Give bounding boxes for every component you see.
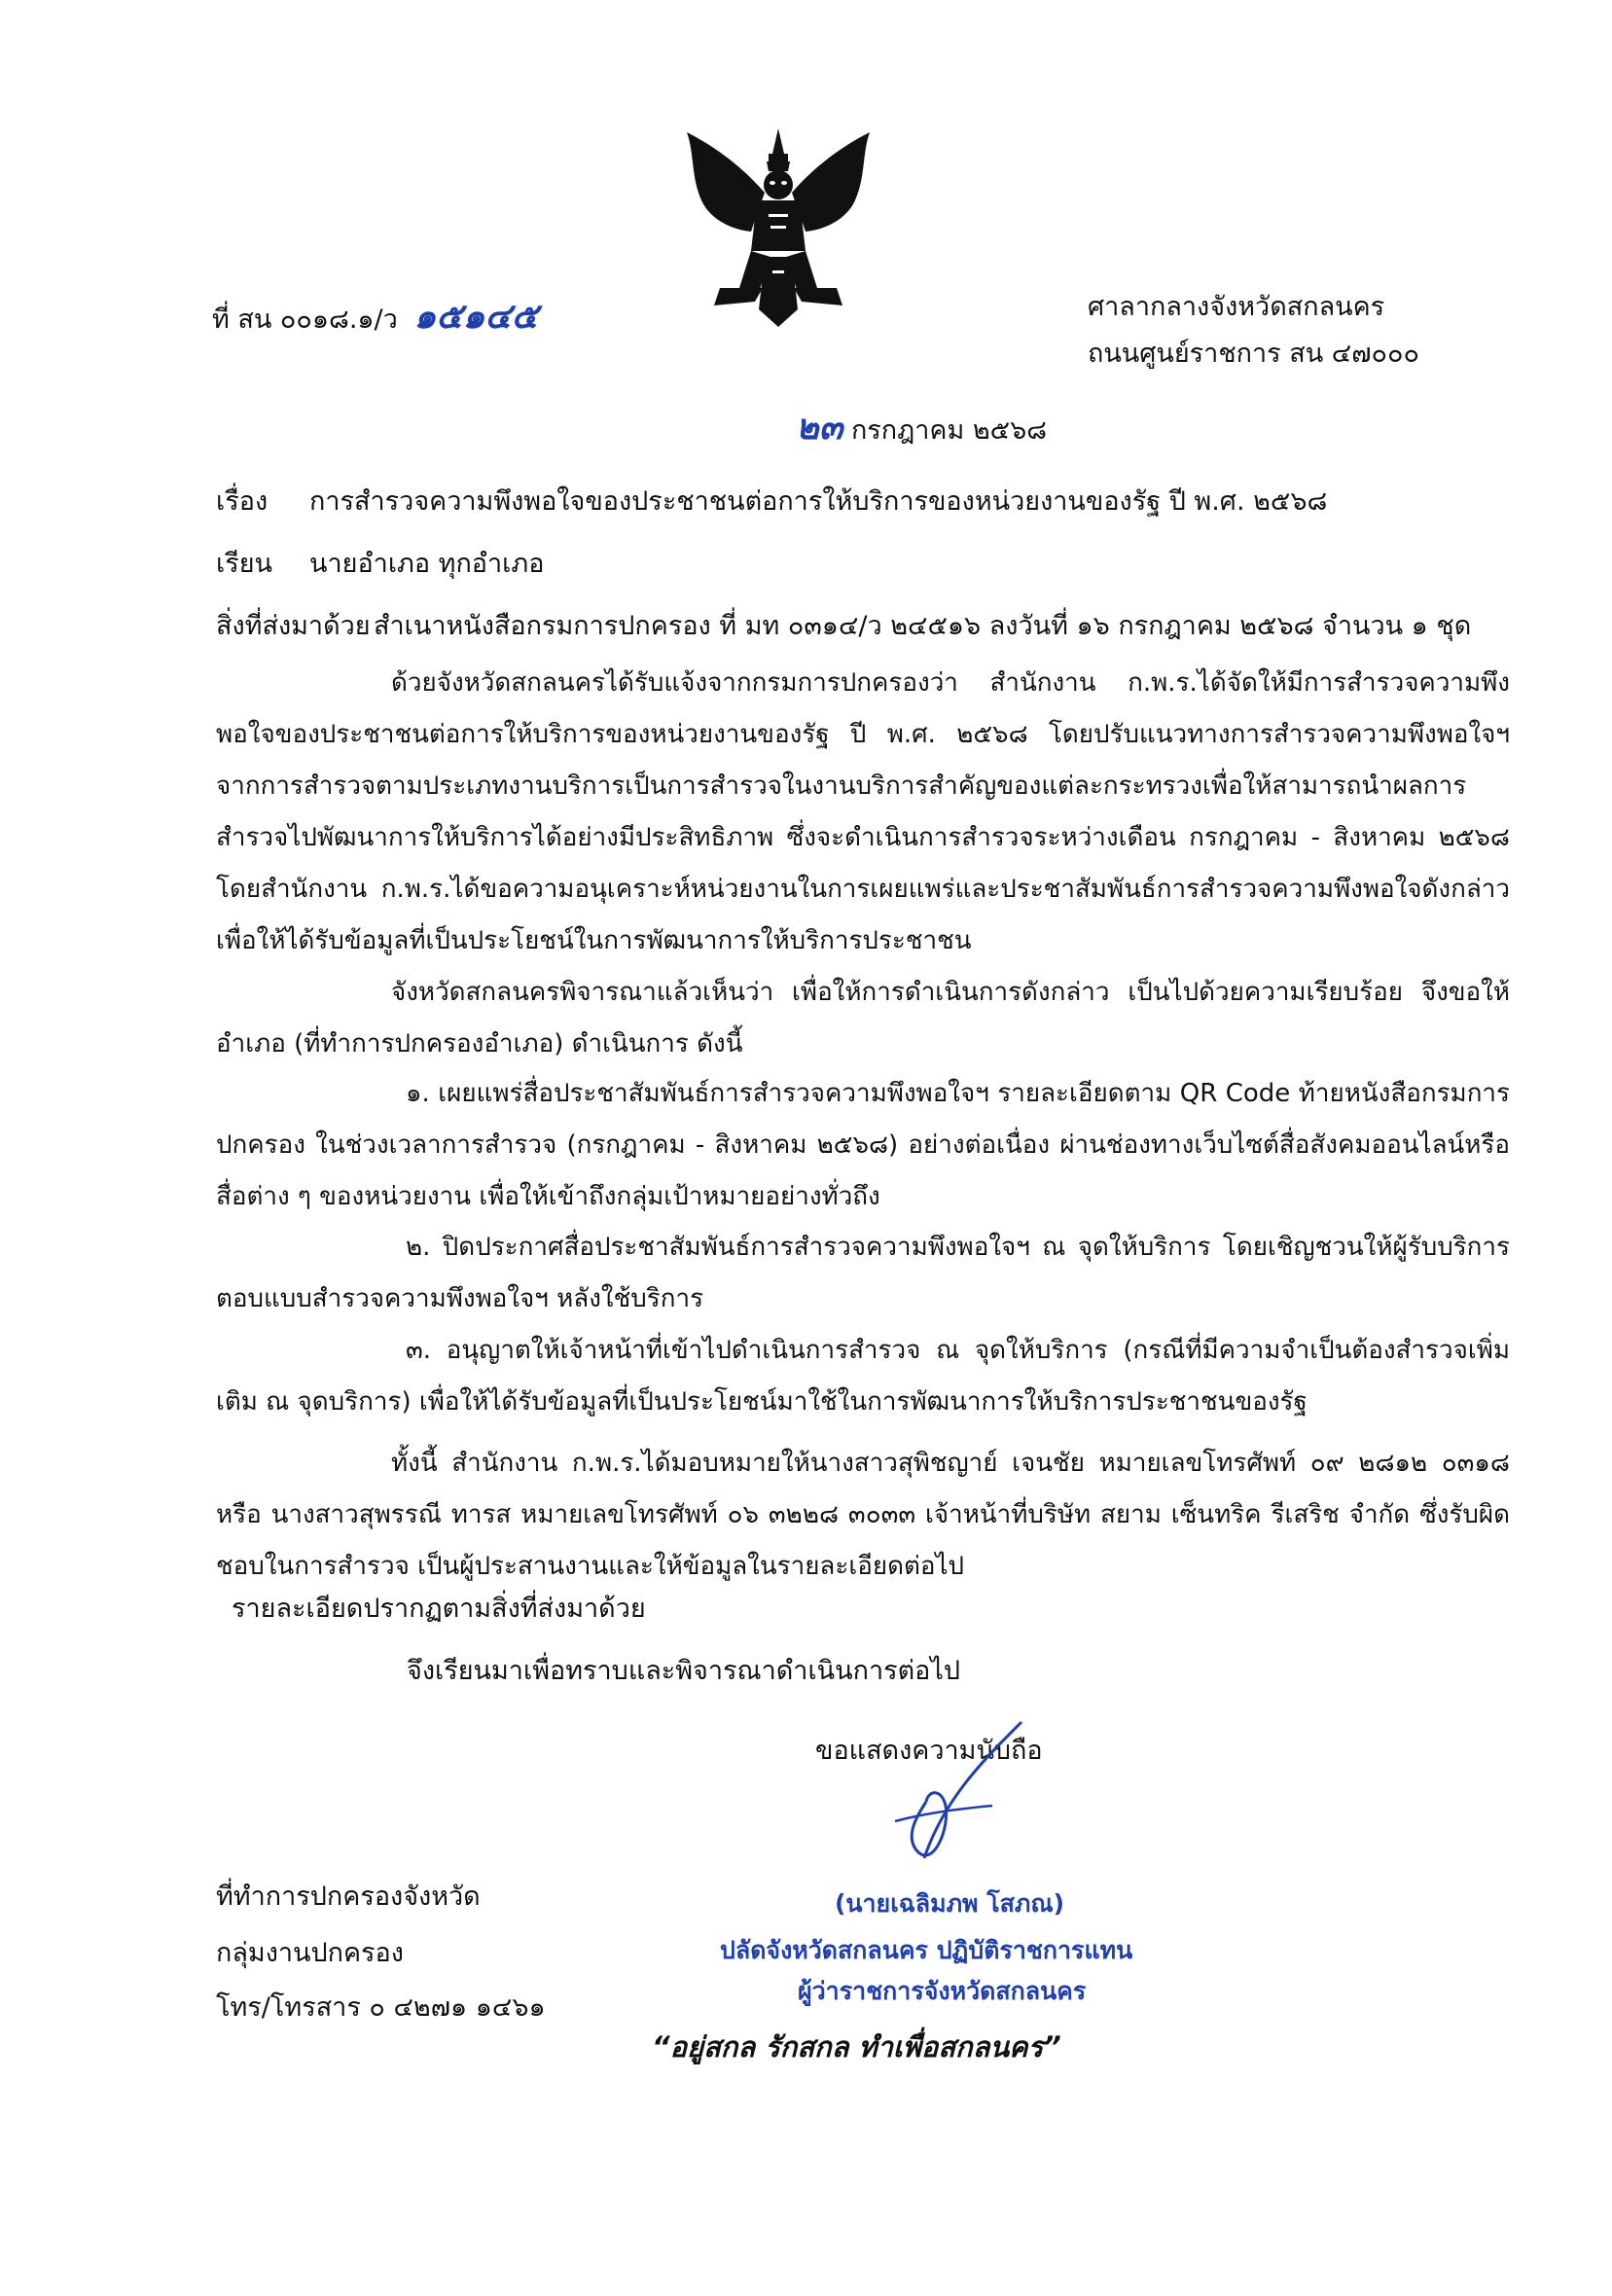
handwritten-signature [856,1712,1090,1868]
date-month-year: กรกฎาคม ๒๕๖๘ [850,415,1048,446]
paragraph-2-text: จังหวัดสกลนครพิจารณาแล้วเห็นว่า เพื่อให้การดำเนินการดังกล่าว เป็นไปด้วยความเรียบร้อย จึงขอให้อำเภอ (ที่ทำการปกครองอำเภอ) ดำเนินการ ดังนี้ [216,978,1510,1058]
body-paragraph-2 [216,967,1510,1070]
garuda-emblem-icon [681,125,876,334]
date-day-handwritten: ๒๓ [796,408,843,448]
footer-department-2: กลุ่มงานปกครอง [216,1938,404,1968]
action-item-3-text: ๓. อนุญาตให้เจ้าหน้าที่เข้าไปดำเนินการสำรวจ ณ จุดให้บริการ (กรณีที่มีความจำเป็นต้องสำรวจเพิ่มเติม ณ จุดบริการ) เพื่อให้ได้รับข้อมูลที่เป็นประโยชน์มาใช้ในการพัฒนาการให้บริการประชาชนของรัฐ [216,1336,1510,1417]
document-date [796,408,1048,448]
reference-number [212,297,538,338]
reference-handwritten-number: ๑๕๑๔๕ [413,297,538,337]
office-name: ศาลากลางจังหวัดสกลนคร [1088,292,1385,322]
action-item-1 [216,1068,1510,1223]
action-item-3 [216,1325,1510,1428]
province-slogan: “อยู่สกล รักสกล ทำเพื่อสกลนคร” [652,2030,1061,2063]
recipient-text: นายอำเภอ ทุกอำเภอ [309,549,545,579]
footer-phone: โทร/โทรสาร ๐ ๔๒๗๑ ๑๔๖๑ [216,1992,546,2023]
signer-name: (นายเฉลิมภพ โสภณ) [835,1889,1065,1918]
attachment-label: สิ่งที่ส่งมาด้วย [216,611,371,641]
signer-title-line-1: ปลัดจังหวัดสกลนคร ปฏิบัติราชการแทน [720,1936,1133,1964]
footer-department-1: ที่ทำการปกครองจังหวัด [216,1882,481,1912]
body-paragraph-3 [216,1438,1510,1593]
action-item-2 [216,1222,1510,1325]
paragraph-3-tail: รายละเอียดปรากฏตามสิ่งที่ส่งมาด้วย [232,1594,646,1624]
paragraph-1-text: ด้วยจังหวัดสกลนครได้รับแจ้งจากกรมการปกครองว่า สำนักงาน ก.พ.ร.ได้จัดให้มีการสำรวจความพึงพอใจของประชาชนต่อการให้บริการของหน่วยงานของรัฐ ปี พ.ศ. ๒๕๖๘ โดยปรับแนวทางการสำรวจความพึงพอใจฯ จากการสำรวจตามประเภทงานบริการเป็นการสำรวจในงานบริการสำคัญของแต่ละกระทรวงเพื่อให้สามารถนำผลการสำรวจไปพัฒนาการให้บริการได้อย่างมีประสิทธิภาพ ซึ่งจะดำเนินการสำรวจระหว่างเดือน กรกฎาคม - สิงหาคม ๒๕๖๘ โดยสำนักงาน ก.พ.ร.ได้ขอความอนุเคราะห์หน่วยงานในการเผยแพร่และประชาสัมพันธ์การสำรวจความพึงพอใจดังกล่าว เพื่อให้ได้รับข้อมูลที่เป็นประโยชน์ในการพัฒนาการให้บริการประชาชน [216,668,1510,955]
action-item-2-text: ๒. ปิดประกาศสื่อประชาสัมพันธ์การสำรวจความพึงพอใจฯ ณ จุดให้บริการ โดยเชิญชวนให้ผู้รับบริการตอบแบบสำรวจความพึงพอใจฯ หลังใช้บริการ [216,1233,1510,1313]
salutation: ขอแสดงความนับถือ [815,1736,1043,1766]
action-item-1-text: ๑. เผยแพร่สื่อประชาสัมพันธ์การสำรวจความพึงพอใจฯ รายละเอียดตาม QR Code ท้ายหนังสือกรมการปกครอง ในช่วงเวลาการสำรวจ (กรกฎาคม - สิงหาคม ๒๕๖๘) อย่างต่อเนื่อง ผ่านช่องทางเว็บไซต์สื่อสังคมออนไลน์หรือสื่อต่าง ๆ ของหน่วยงาน เพื่อให้เข้าถึงกลุ่มเป้าหมายอย่างทั่วถึง [216,1079,1510,1211]
paragraph-3-text: ทั้งนี้ สำนักงาน ก.พ.ร.ได้มอบหมายให้นางสาวสุพิชญาย์ เจนชัย หมายเลขโทรศัพท์ ๐๙ ๒๘๑๒ ๐๓๑๘ หรือ นางสาวสุพรรณี ทารส หมายเลขโทรศัพท์ ๐๖ ๓๒๒๘ ๓๐๓๓ เจ้าหน้าที่บริษัท สยาม เซ็นทริค รีเสริช จำกัด ซึ่งรับผิดชอบในการสำรวจ เป็นผู้ประสานงานและให้ข้อมูลในรายละเอียดต่อไป [216,1449,1510,1581]
closing-line: จึงเรียนมาเพื่อทราบและพิจารณาดำเนินการต่อไป [407,1656,961,1686]
office-address: ถนนศูนย์ราชการ สน ๔๗๐๐๐ [1088,339,1419,369]
reference-prefix: ที่ สน ๐๐๑๘.๑/ว [212,305,398,335]
subject-label: เรื่อง [216,486,269,517]
attachment-text: สำเนาหนังสือกรมการปกครอง ที่ มท ๐๓๑๔/ว ๒๔๕๑๖ ลงวันที่ ๑๖ กรกฎาคม ๒๕๖๘ จำนวน ๑ ชุด [374,611,1472,641]
subject-text: การสำรวจความพึงพอใจของประชาชนต่อการให้บริการของหน่วยงานของรัฐ ปี พ.ศ. ๒๕๖๘ [309,486,1328,517]
recipient-label: เรียน [216,549,273,579]
signer-title-line-2: ผู้ว่าราชการจังหวัดสกลนคร [798,1977,1087,2005]
body-paragraph-1 [216,658,1510,967]
